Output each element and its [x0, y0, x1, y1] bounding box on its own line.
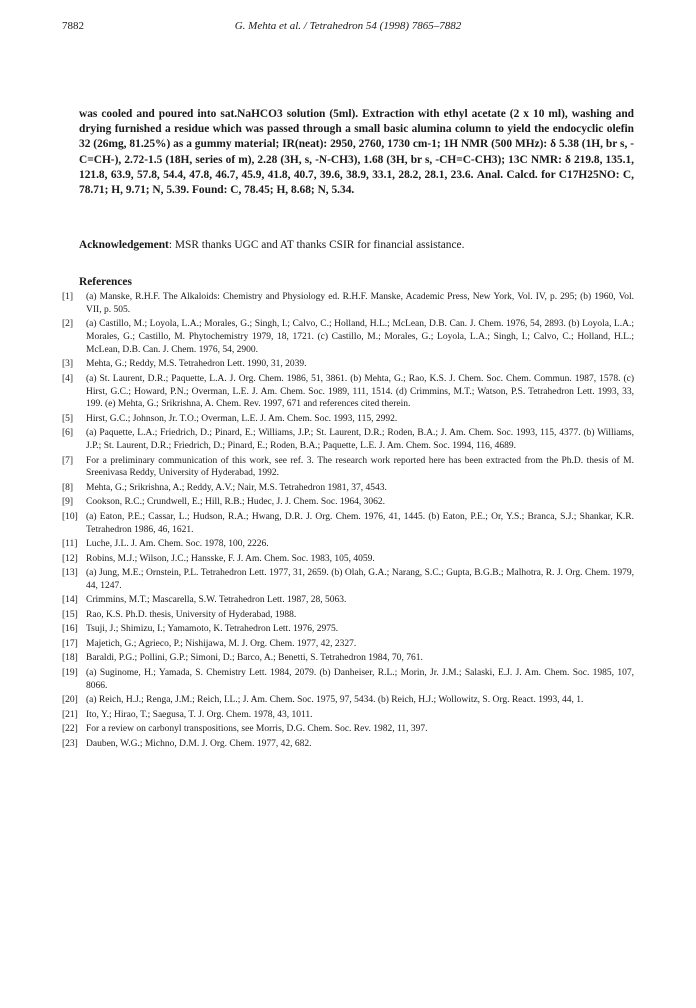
- reference-item: [62, 594, 634, 607]
- reference-text: Hirst, G.C.; Johnson, Jr. T.O.; Overman, L.E. J. Am. Chem. Soc. 1993, 115, 2992.: [86, 413, 398, 424]
- reference-text: Majetich, G.; Agrieco, P.; Nishijawa, M. J. Org. Chem. 1977, 42, 2327.: [86, 638, 357, 649]
- reference-item: [62, 318, 634, 356]
- reference-item: [62, 538, 634, 551]
- acknowledgement: [79, 238, 634, 253]
- reference-text: Rao, K.S. Ph.D. thesis, University of Hyderabad, 1988.: [86, 609, 297, 620]
- reference-text: (a) Jung, M.E.; Ornstein, P.L. Tetrahedron Lett. 1977, 31, 2659. (b) Olah, G.A.; Narang, S.C.; Gupta, B.G.B.; Malhotra, R. J. Org. Chem. 1979, 44, 1247.: [86, 568, 634, 591]
- reference-number: [3]: [62, 359, 74, 370]
- running-head: G. Mehta et al. / Tetrahedron 54 (1998) 7865–7882: [234, 20, 462, 32]
- reference-text: Luche, J.L. J. Am. Chem. Soc. 1978, 100, 2226.: [86, 539, 269, 550]
- reference-text: Mehta, G.; Reddy, M.S. Tetrahedron Lett. 1990, 31, 2039.: [86, 359, 307, 370]
- reference-text: (a) Castillo, M.; Loyola, L.A.; Morales, G.; Singh, I.; Calvo, C.; Holland, H.L.; McLean, D.B. Can. J. Chem. 1976, 54, 2893. (b) Loyola, L.A.; Morales, G.; Castillo, M. Phytochemistry 1979, 18, 1721. (c) Castillo, M.; Morales, G.; Loyola, L.A.; Singh, I.; Calvo, C.; Holland, H.L.; McLean, D.B. Can. J. Chem. 1976, 54, 2900.: [86, 319, 634, 355]
- reference-text: For a review on carbonyl transpositions, see Morris, D.G. Chem. Soc. Rev. 1982, 11, 397.: [86, 724, 428, 735]
- reference-number: [8]: [62, 482, 74, 493]
- reference-text: (a) Reich, H.J.; Renga, J.M.; Reich, I.L.; J. Am. Chem. Soc. 1975, 97, 5434. (b) Reich, H.J.; Wollowitz, S. Org. React. 1993, 44, 1.: [86, 695, 584, 706]
- reference-item: [62, 652, 634, 665]
- reference-text: (a) Eaton, P.E.; Cassar, L.; Hudson, R.A.; Hwang, D.R. J. Org. Chem. 1976, 41, 1445. (b) Eaton, P.E.; Or, Y.S.; Branca, S.J.; Shankar, K.R. Tetrahedron 1986, 46, 1621.: [86, 511, 634, 535]
- reference-item: [62, 413, 634, 426]
- references-list: [62, 291, 634, 752]
- reference-text: (a) Manske, R.H.F. The Alkaloids: Chemistry and Physiology ed. R.H.F. Manske, Academic Press, New York, Vol. IV, p. 295; (b) 1960, Vol. VII, p. 505.: [86, 292, 634, 315]
- reference-item: [62, 496, 634, 509]
- reference-number: [23]: [62, 738, 78, 749]
- reference-item: [62, 667, 634, 693]
- reference-item: [62, 291, 634, 317]
- reference-item: [62, 427, 634, 453]
- reference-text: (a) St. Laurent, D.R.; Paquette, L.A. J. Org. Chem. 1986, 51, 3861. (b) Mehta, G.; Rao, K.S. J. Chem. Soc. Chem. Commun. 1987, 1578. (c) Hirst, G.C.; Howard, P.N.; Overman, L.E. J. Am. Chem. Soc. 1989, 111, 1514. (d) Crimmins, M.T.; Watson, P.S. Tetrahedron Lett. 1993, 33, 199. (e) Mehta, G.; Srikrishna, A. Chem. Rev. 1997, 671 and references cited therein.: [86, 373, 634, 410]
- reference-item: [62, 723, 634, 736]
- experimental-paragraph: was cooled and poured into sat.NaHCO3 solution (5ml). Extraction with ethyl acetate (2 x 10 ml), washing and drying furnished a residue which was passed through a small basic alumina column to yield the endocyclic olefin 32 (26mg, 81.25%) as a gummy material; IR(neat): 2950, 2760, 1730 cm-1; 1H NMR (500 MHz): δ 5.38 (1H, br s, -C=CH-), 2.72-1.5 (18H, series of m), 2.28 (3H, s, -N-CH3), 1.68 (3H, br s, -CH=C-CH3); 13C NMR: δ 219.8, 135.1, 121.8, 63.9, 57.8, 54.4, 47.8, 46.7, 45.9, 41.8, 40.7, 39.6, 38.9, 33.1, 28.2, 28.1, 23.6. Anal. Calcd. for C17H25NO: C, 78.71; H, 9.71; N, 5.39. Found: C, 78.45; H, 8.68; N, 5.34.: [79, 108, 634, 197]
- page-number: 7882: [62, 20, 84, 32]
- reference-text: Ito, Y.; Hirao, T.; Saegusa, T. J. Org. Chem. 1978, 43, 1011.: [86, 709, 313, 720]
- reference-text: (a) Suginome, H.; Yamada, S. Chemistry Lett. 1984, 2079. (b) Danheiser, R.L.; Morin, Jr. J.M.; Salaski, E.J. J. Am. Chem. Soc. 1985, 107, 8066.: [86, 667, 634, 691]
- reference-item: [62, 623, 634, 636]
- reference-number: [16]: [62, 624, 78, 635]
- reference-number: [10]: [62, 511, 78, 522]
- reference-text: Tsuji, J.; Shimizu, I.; Yamamoto, K. Tetrahedron Lett. 1976, 2975.: [86, 624, 339, 635]
- reference-item: [62, 638, 634, 651]
- reference-number: [19]: [62, 667, 78, 678]
- acknowledgement-text: : MSR thanks UGC and AT thanks CSIR for financial assistance.: [168, 239, 465, 251]
- reference-item: [62, 709, 634, 722]
- reference-item: [62, 738, 634, 751]
- reference-number: [18]: [62, 653, 78, 664]
- reference-number: [7]: [62, 455, 74, 466]
- reference-item: [62, 455, 634, 481]
- reference-number: [22]: [62, 724, 78, 735]
- reference-number: [15]: [62, 609, 78, 620]
- reference-item: [62, 553, 634, 566]
- reference-number: [11]: [62, 539, 78, 550]
- reference-text: For a preliminary communication of this work, see ref. 3. The research work reported here has been extracted from the Ph.D. thesis of M. Sreenivasa Reddy, University of Hyderabad, 1992.: [86, 455, 634, 479]
- reference-item: [62, 482, 634, 495]
- references-heading: References: [79, 276, 132, 288]
- reference-item: [62, 609, 634, 622]
- reference-number: [21]: [62, 709, 78, 720]
- reference-item: [62, 511, 634, 537]
- reference-number: [20]: [62, 695, 78, 706]
- reference-text: Robins, M.J.; Wilson, J.C.; Hansske, F. J. Am. Chem. Soc. 1983, 105, 4059.: [86, 553, 375, 564]
- reference-number: [5]: [62, 413, 74, 424]
- reference-number: [9]: [62, 497, 74, 508]
- reference-number: [14]: [62, 595, 78, 606]
- reference-text: Cookson, R.C.; Crundwell, E.; Hill, R.B.; Hudec, J. J. Chem. Soc. 1964, 3062.: [86, 497, 385, 508]
- reference-number: [12]: [62, 553, 78, 564]
- reference-number: [17]: [62, 638, 78, 649]
- reference-number: [1]: [62, 292, 74, 302]
- reference-text: Crimmins, M.T.; Mascarella, S.W. Tetrahedron Lett. 1987, 28, 5063.: [86, 595, 347, 606]
- reference-text: Dauben, W.G.; Michno, D.M. J. Org. Chem. 1977, 42, 682.: [86, 738, 312, 749]
- reference-text: Baraldi, P.G.; Pollini, G.P.; Simoni, D.; Barco, A.; Benetti, S. Tetrahedron 1984, 70, 761.: [86, 653, 423, 664]
- reference-item: [62, 567, 634, 593]
- reference-item: [62, 373, 634, 411]
- reference-number: [4]: [62, 373, 74, 384]
- reference-text: Mehta, G.; Srikrishna, A.; Reddy, A.V.; Nair, M.S. Tetrahedron 1981, 37, 4543.: [86, 482, 387, 493]
- reference-item: [62, 694, 634, 707]
- acknowledgement-label: Acknowledgement: [79, 239, 169, 251]
- reference-item: [62, 358, 634, 371]
- reference-number: [2]: [62, 319, 74, 330]
- reference-text: (a) Paquette, L.A.; Friedrich, D.; Pinard, E.; Williams, J.P.; St. Laurent, D.R.; Roden, B.A.; J. Am. Chem. Soc. 1993, 115, 4377. (b) Williams, J.P.; St. Laurent, D.R.; Friedrich, D.; Pinard, E.; Roden, B.A.; Paquette, L.E. J. Am. Chem. Soc. 1994, 116, 4689.: [86, 428, 634, 452]
- reference-number: [6]: [62, 428, 74, 439]
- reference-number: [13]: [62, 568, 78, 579]
